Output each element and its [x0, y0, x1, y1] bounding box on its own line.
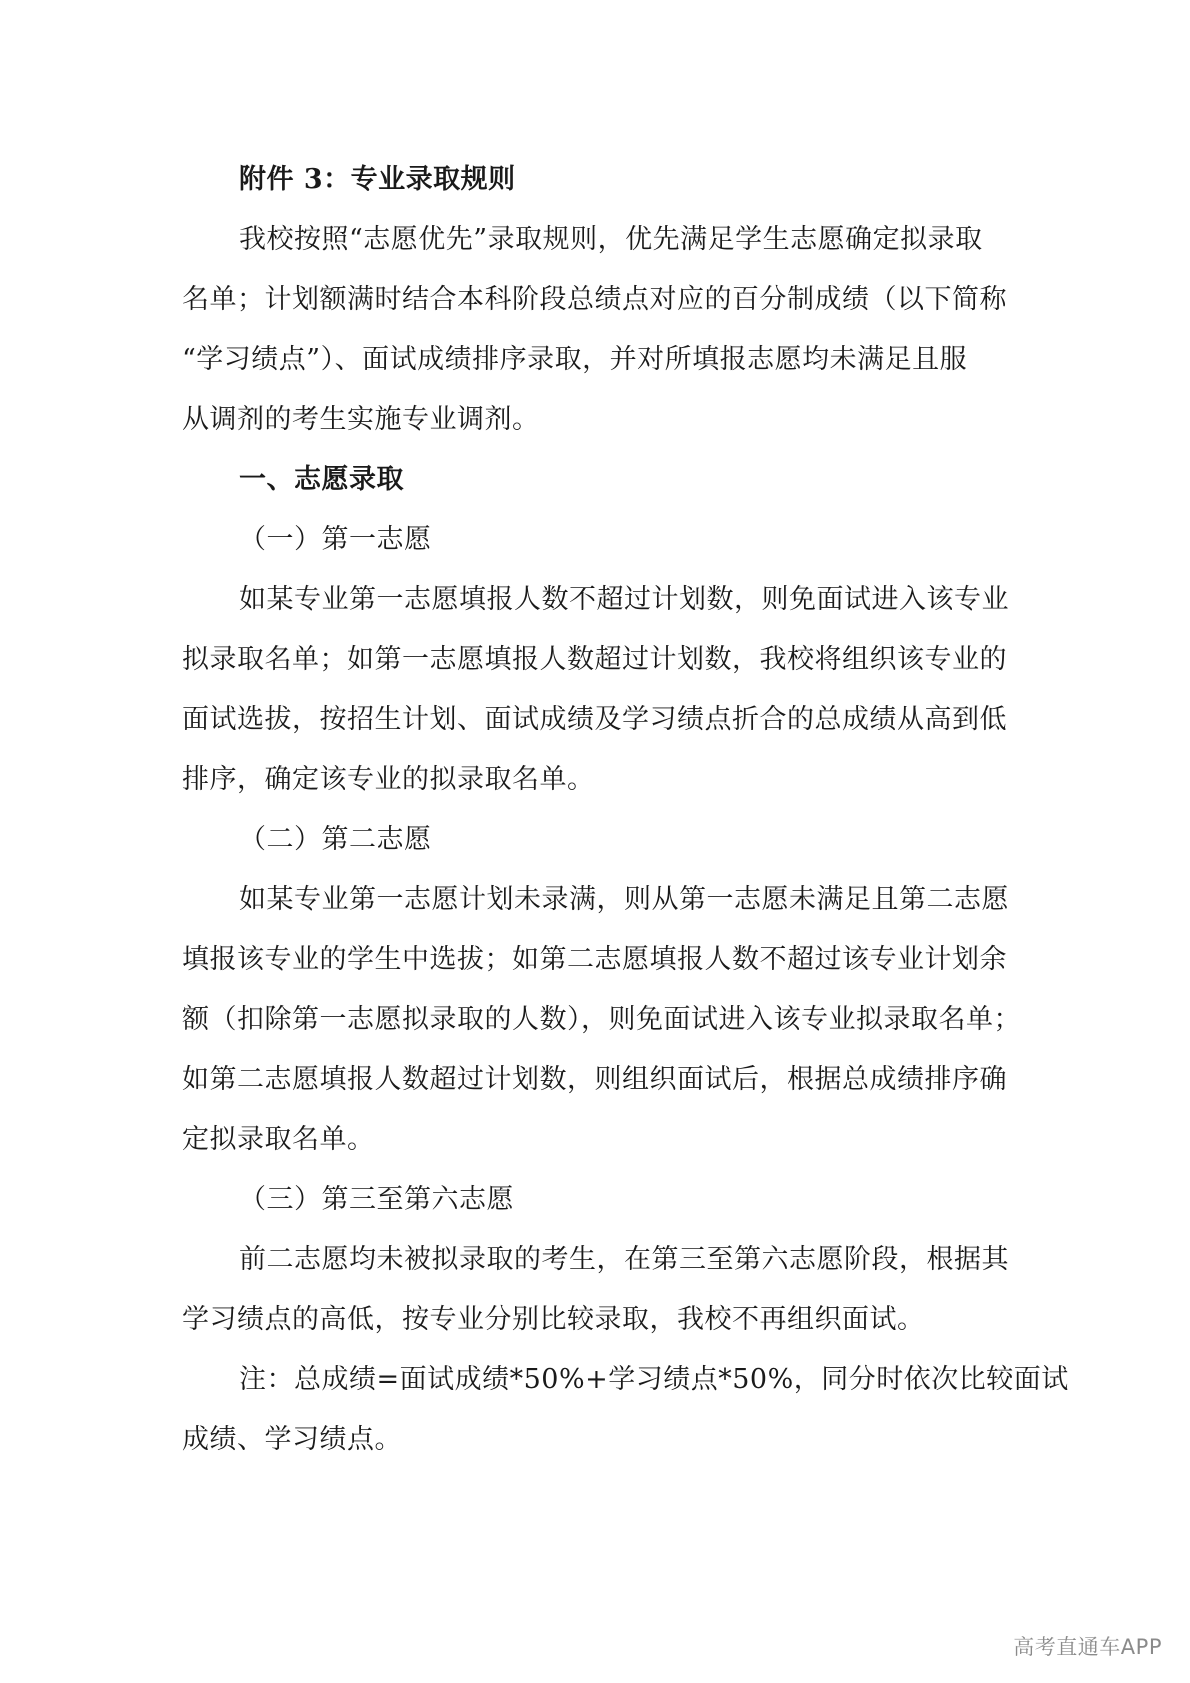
paragraph-line: 拟录取名单；如第一志愿填报人数超过计划数，我校将组织该专业的	[182, 644, 1007, 675]
subsection-heading: （一）第一志愿	[239, 524, 432, 555]
paragraph-line: 前二志愿均未被拟录取的考生，在第三至第六志愿阶段，根据其	[239, 1244, 1009, 1275]
paragraph-line: 面试选拔，按招生计划、面试成绩及学习绩点折合的总成绩从高到低	[182, 704, 1007, 735]
watermark: 高考直通车APP	[1013, 1635, 1162, 1659]
paragraph-line: 额（扣除第一志愿拟录取的人数），则免面试进入该专业拟录取名单；	[182, 1004, 1021, 1035]
paragraph-line: 学习绩点的高低，按专业分别比较录取，我校不再组织面试。	[182, 1304, 925, 1335]
paragraph-line: 定拟录取名单。	[182, 1124, 375, 1155]
paragraph-line: 排序，确定该专业的拟录取名单。	[182, 764, 595, 795]
paragraph-line: “学习绩点”）、面试成绩排序录取，并对所填报志愿均未满足且服	[182, 344, 968, 375]
note-line: 成绩、学习绩点。	[182, 1424, 402, 1455]
note-line: 注：总成绩=面试成绩*50%+学习绩点*50%，同分时依次比较面试	[239, 1364, 1069, 1395]
subsection-heading: （三）第三至第六志愿	[239, 1184, 514, 1215]
paragraph-line: 如某专业第一志愿填报人数不超过计划数，则免面试进入该专业	[239, 584, 1009, 615]
paragraph-line: 名单；计划额满时结合本科阶段总绩点对应的百分制成绩（以下简称	[182, 284, 1007, 315]
document-page	[182, 150, 1069, 1470]
paragraph-line: 我校按照“志愿优先”录取规则，优先满足学生志愿确定拟录取	[239, 224, 983, 255]
paragraph-line: 填报该专业的学生中选拔；如第二志愿填报人数不超过该专业计划余	[182, 944, 1007, 975]
section-heading: 一、志愿录取	[239, 464, 404, 495]
paragraph-line: 如第二志愿填报人数超过计划数，则组织面试后，根据总成绩排序确	[182, 1064, 1007, 1095]
attachment-title: 附件 3：专业录取规则	[239, 164, 516, 195]
paragraph-line: 如某专业第一志愿计划未录满，则从第一志愿未满足且第二志愿	[239, 884, 1009, 915]
paragraph-line: 从调剂的考生实施专业调剂。	[182, 404, 540, 435]
subsection-heading: （二）第二志愿	[239, 824, 432, 855]
